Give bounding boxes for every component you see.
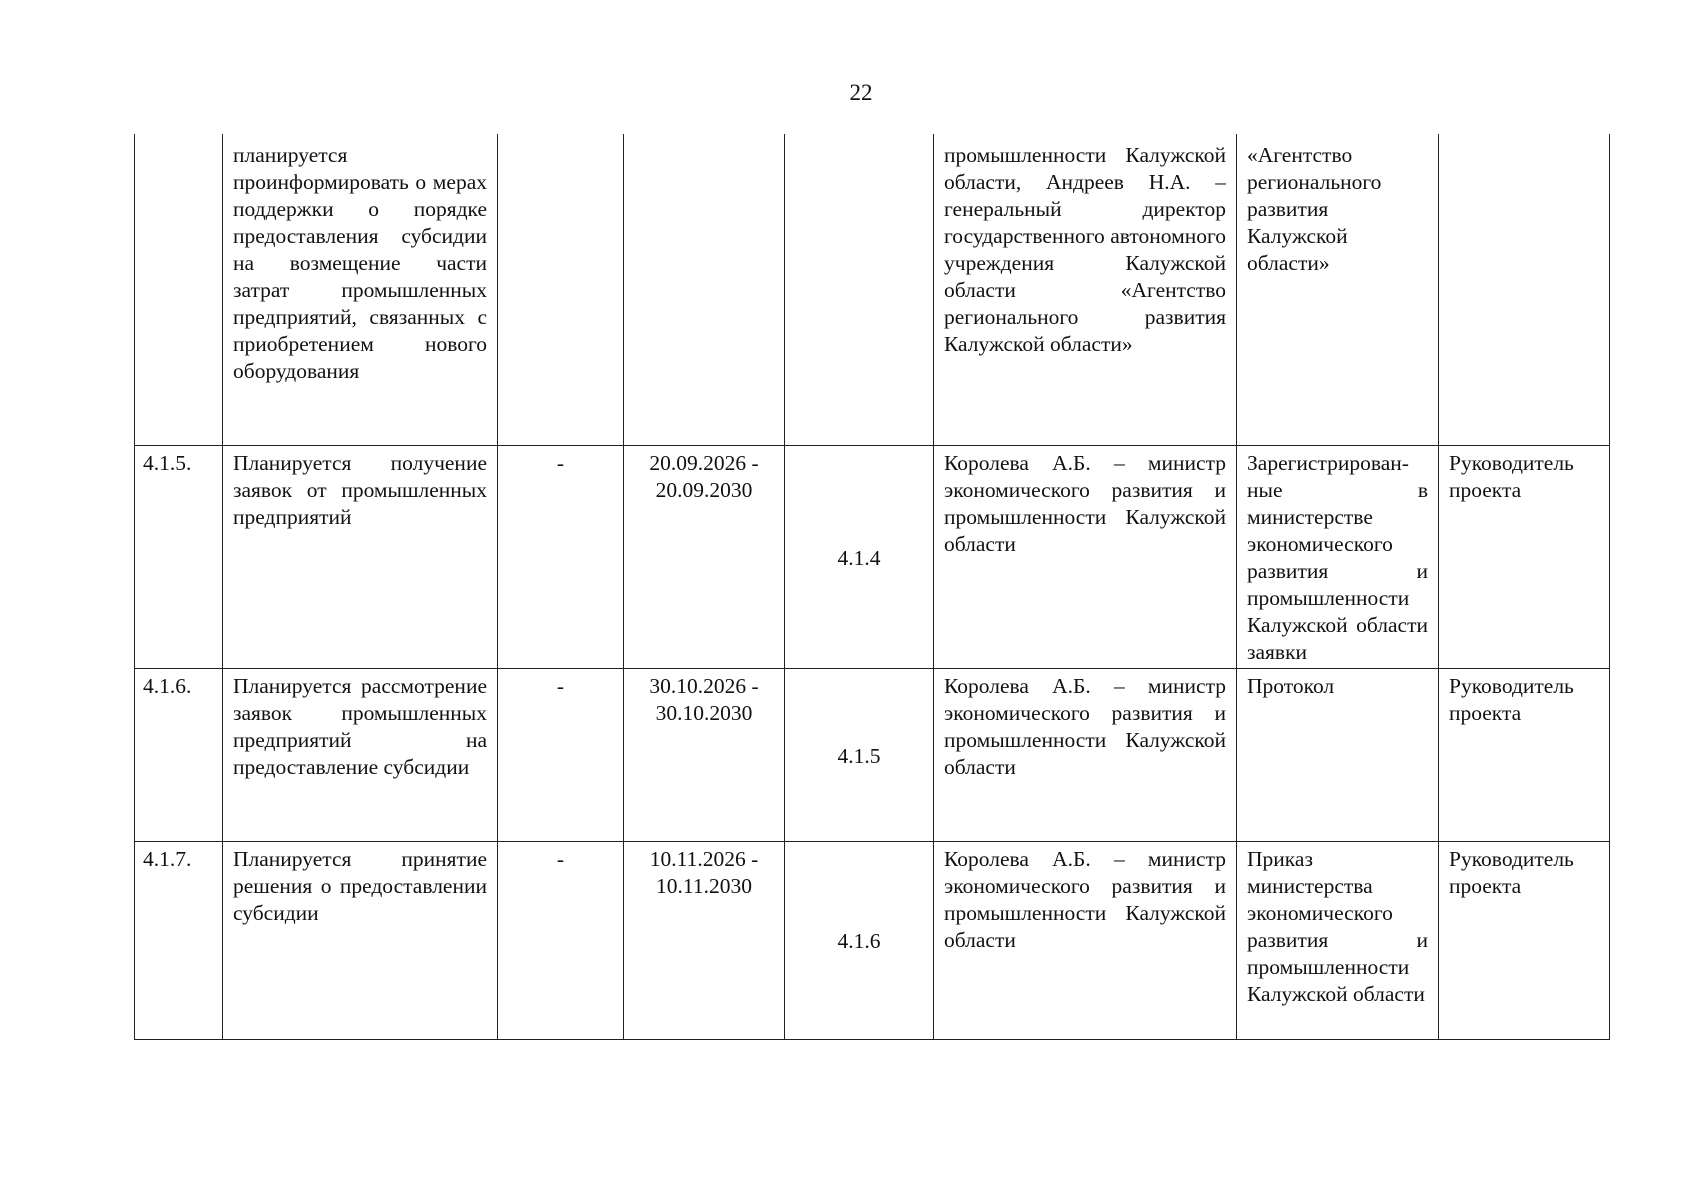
responsible-cell: Королева А.Б. – министр экономического развития и промышленности Калужской области: [934, 841, 1237, 1039]
control-cell: [1439, 134, 1610, 445]
responsible-cell: Королева А.Б. – министр экономического развития и промышленности Калужской области: [934, 445, 1237, 668]
page-number: 22: [849, 80, 873, 105]
table-row: [135, 445, 1610, 668]
dash-cell: -: [498, 668, 624, 841]
date-end: 20.09.2030: [655, 477, 753, 502]
date-end: 30.10.2030: [655, 700, 753, 725]
dash-cell: [498, 134, 624, 445]
predecessor-cell: [785, 134, 934, 445]
control-cell: Руководитель проекта: [1439, 668, 1610, 841]
result-cell: Протокол: [1237, 668, 1439, 841]
dash-cell: -: [498, 841, 624, 1039]
dates-cell: [624, 841, 785, 1039]
predecessor-cell: 4.1.4: [785, 445, 934, 668]
table-row: [135, 668, 1610, 841]
responsible-cell: Королева А.Б. – министр экономического развития и промышленности Калужской области: [934, 668, 1237, 841]
dates-cell: [624, 445, 785, 668]
row-number: 4.1.6.: [135, 668, 223, 841]
control-cell: Руководитель проекта: [1439, 841, 1610, 1039]
row-number: 4.1.7.: [135, 841, 223, 1039]
event-cell: Планируется принятие решения о предоставлении субсидии: [223, 841, 498, 1039]
result-cell: Зарегистрирован-ные в министерстве экономического развития и промышленности Калужской области заявки: [1237, 445, 1439, 668]
dates-cell: [624, 668, 785, 841]
responsible-cell: промышленности Калужской области, Андреев Н.А. – генеральный директор государственного автономного учреждения Калужской области «Агентство регионального развития Калужской области»: [934, 134, 1237, 445]
event-cell: планируется проинформировать о мерах поддержки о порядке предоставления субсидии на возмещение части затрат промышленных предприятий, связанных с приобретением нового оборудования: [223, 134, 498, 445]
row-number: 4.1.5.: [135, 445, 223, 668]
event-cell: Планируется рассмотрение заявок промышленных предприятий на предоставление субсидии: [223, 668, 498, 841]
table-row: [135, 841, 1610, 1039]
date-start: 20.09.2026 -: [649, 450, 759, 475]
project-plan-table: [134, 134, 1610, 1040]
predecessor-cell: 4.1.6: [785, 841, 934, 1039]
dates-cell: [624, 134, 785, 445]
result-cell: Приказ министерства экономического развития и промышленности Калужской области: [1237, 841, 1439, 1039]
result-cell: «Агентство регионального развития Калужской области»: [1237, 134, 1439, 445]
control-cell: Руководитель проекта: [1439, 445, 1610, 668]
table-row: [135, 134, 1610, 445]
event-cell: Планируется получение заявок от промышленных предприятий: [223, 445, 498, 668]
date-start: 10.11.2026 -: [649, 846, 759, 871]
dash-cell: -: [498, 445, 624, 668]
predecessor-cell: 4.1.5: [785, 668, 934, 841]
row-number: [135, 134, 223, 445]
date-end: 10.11.2030: [656, 873, 752, 898]
date-start: 30.10.2026 -: [649, 673, 759, 698]
